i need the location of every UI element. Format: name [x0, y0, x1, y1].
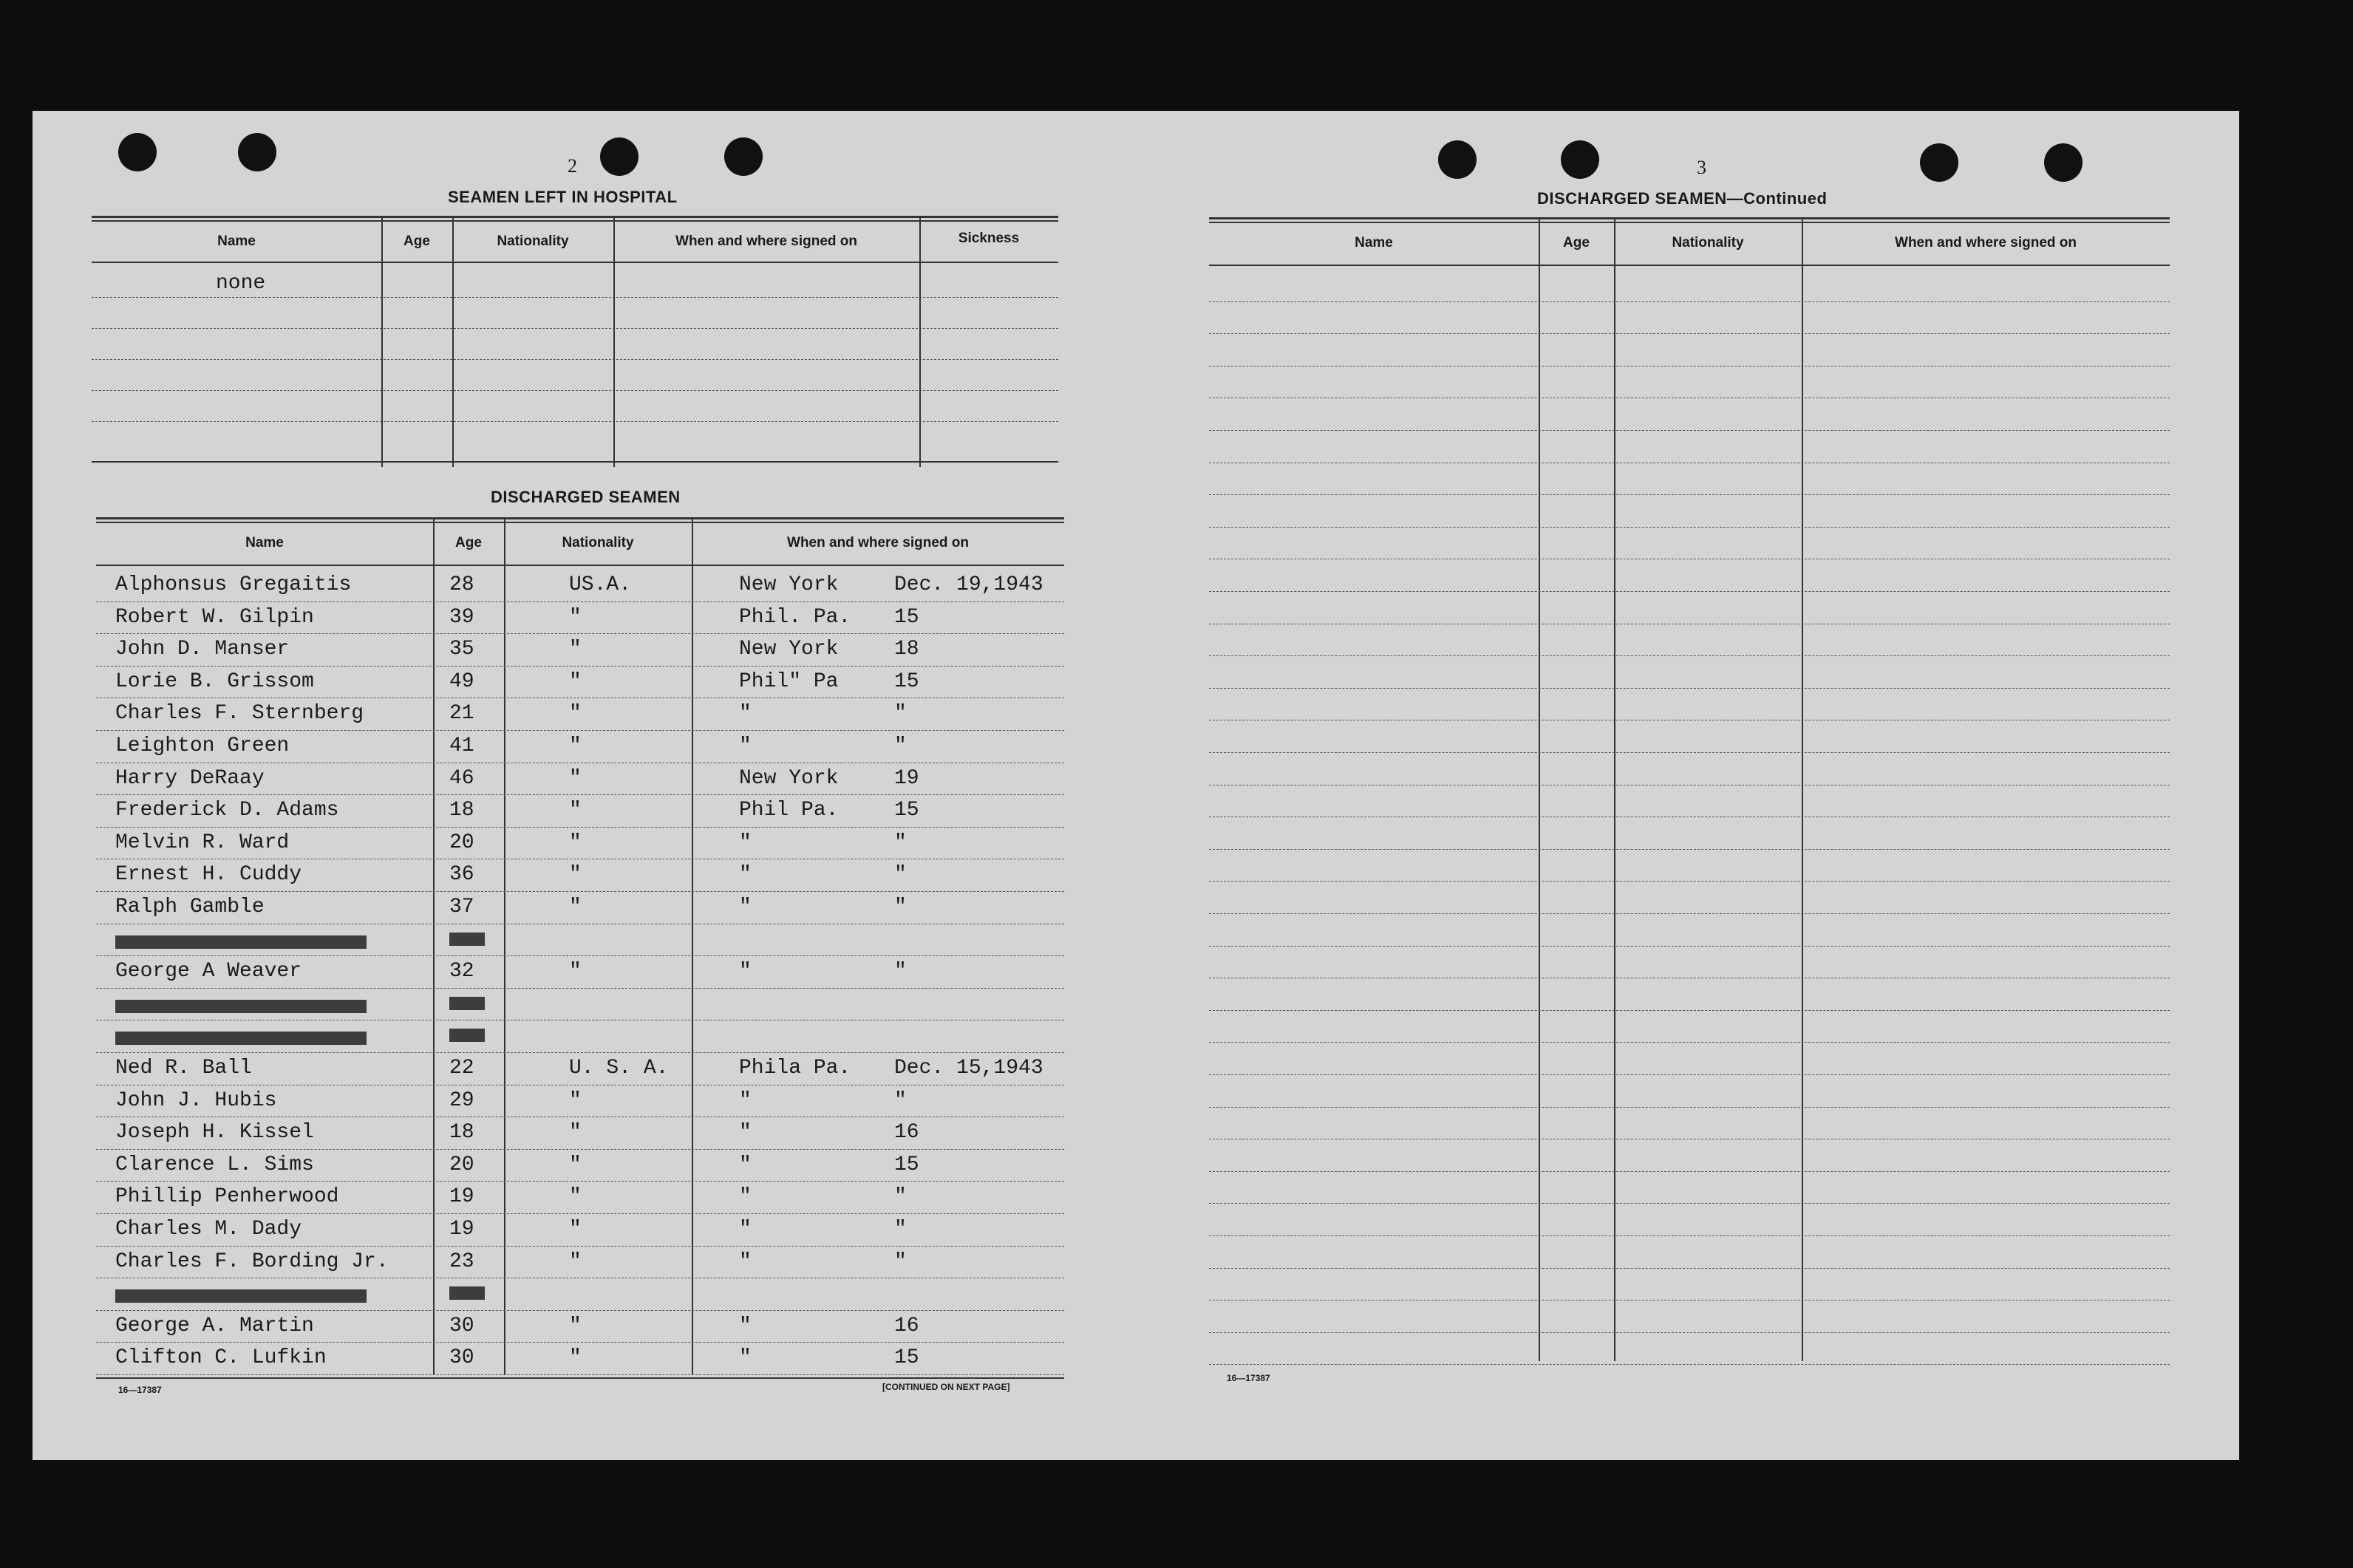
table-cell-where: ": [739, 1314, 752, 1337]
hospital-table: [92, 216, 1058, 467]
page-number: 3: [1697, 157, 1706, 178]
table-cell-where: Phil. Pa.: [739, 605, 851, 629]
table-cell-name: John J. Hubis: [115, 1088, 277, 1112]
table-cell-name: Ralph Gamble: [115, 896, 265, 918]
hospital-col-nationality: Nationality: [497, 234, 569, 249]
table-cell-nationality: ": [569, 831, 582, 854]
table-cell-name: Leighton Green: [115, 734, 290, 757]
table-cell-nationality: ": [569, 1218, 582, 1241]
table-cell-nationality: ": [569, 669, 582, 693]
struck-age: [449, 933, 485, 946]
table-cell-age: 36: [449, 863, 474, 887]
table-cell-where: New York: [739, 766, 839, 790]
table-cell-name: Joseph H. Kissel: [115, 1121, 314, 1145]
binder-hole: [118, 133, 157, 171]
continued-col-nationality: Nationality: [1672, 235, 1744, 250]
table-cell-age: 21: [449, 702, 474, 726]
table-cell-when: 15: [894, 669, 919, 693]
table-cell-when: ": [894, 831, 907, 854]
table-cell-age: 22: [449, 1057, 474, 1080]
table-cell-where: Phil" Pa: [739, 669, 839, 693]
table-cell-name: Charles M. Dady: [115, 1218, 302, 1241]
table-cell-nationality: ": [569, 605, 582, 629]
hospital-row-name: none: [216, 272, 266, 295]
table-cell-where: ": [739, 831, 752, 854]
table-cell-nationality: ": [569, 1088, 582, 1112]
form-number: 16—17387: [118, 1385, 162, 1395]
table-cell-where: ": [739, 1250, 752, 1273]
form-number: 16—17387: [1227, 1373, 1270, 1383]
table-cell-when: ": [894, 863, 907, 887]
table-cell-when: ": [894, 1088, 907, 1112]
binder-hole: [1438, 140, 1477, 179]
table-cell-nationality: ": [569, 863, 582, 887]
struck-entry: [115, 935, 367, 949]
table-cell-name: Clarence L. Sims: [115, 1153, 314, 1176]
table-cell-age: 18: [449, 799, 474, 822]
table-cell-when: ": [894, 1185, 907, 1209]
table-cell-nationality: ": [569, 960, 582, 984]
table-cell-name: Harry DeRaay: [115, 766, 265, 790]
table-cell-nationality: ": [569, 766, 582, 790]
discharged-continued-table: [1209, 217, 2170, 1361]
table-cell-where: ": [739, 1088, 752, 1112]
binder-hole: [1561, 140, 1599, 179]
table-cell-when: 15: [894, 799, 919, 822]
binder-hole: [2044, 143, 2083, 182]
table-cell-when: 16: [894, 1121, 919, 1145]
struck-entry: [115, 1000, 367, 1013]
table-cell-where: ": [739, 1153, 752, 1176]
table-cell-age: 39: [449, 605, 474, 629]
table-cell-name: Charles F. Sternberg: [115, 702, 364, 726]
table-cell-age: 20: [449, 1153, 474, 1176]
table-cell-name: Robert W. Gilpin: [115, 605, 314, 629]
table-cell-when: 18: [894, 638, 919, 661]
discharged-col-signed-on: When and where signed on: [787, 535, 969, 550]
table-cell-where: New York: [739, 638, 839, 661]
table-cell-name: Alphonsus Gregaitis: [115, 573, 352, 596]
table-cell-nationality: ": [569, 1185, 582, 1209]
table-cell-nationality: ": [569, 638, 582, 661]
table-cell-age: 19: [449, 1185, 474, 1209]
table-cell-when: Dec. 19,1943: [894, 573, 1043, 596]
discharged-col-nationality: Nationality: [562, 535, 634, 550]
hospital-col-age: Age: [403, 234, 430, 249]
table-cell-when: ": [894, 960, 907, 984]
continued-col-name: Name: [1355, 235, 1393, 250]
binder-hole: [1920, 143, 1958, 182]
table-cell-where: ": [739, 1185, 752, 1209]
table-cell-where: ": [739, 896, 752, 918]
table-cell-when: 19: [894, 766, 919, 790]
table-cell-name: Frederick D. Adams: [115, 799, 339, 822]
table-cell-where: ": [739, 1121, 752, 1145]
struck-entry: [115, 1032, 367, 1045]
table-cell-nationality: ": [569, 799, 582, 822]
table-cell-nationality: ": [569, 1121, 582, 1145]
table-cell-where: Phila Pa.: [739, 1057, 851, 1080]
table-cell-name: George A Weaver: [115, 960, 302, 984]
table-cell-name: Melvin R. Ward: [115, 831, 290, 854]
hospital-col-sickness: Sickness: [958, 231, 1020, 246]
page-number: 2: [568, 155, 577, 177]
continued-col-signed-on: When and where signed on: [1895, 235, 2077, 250]
struck-age: [449, 1029, 485, 1042]
table-cell-nationality: U. S. A.: [569, 1057, 669, 1080]
struck-entry: [115, 1289, 367, 1303]
table-cell-age: 30: [449, 1346, 474, 1370]
struck-age: [449, 997, 485, 1010]
table-cell-where: Phil Pa.: [739, 799, 839, 822]
table-cell-where: ": [739, 1346, 752, 1370]
table-cell-nationality: ": [569, 734, 582, 757]
table-cell-age: 37: [449, 896, 474, 918]
table-cell-age: 23: [449, 1250, 474, 1273]
table-cell-age: 46: [449, 766, 474, 790]
table-cell-age: 18: [449, 1121, 474, 1145]
table-cell-age: 30: [449, 1314, 474, 1337]
table-cell-nationality: ": [569, 1314, 582, 1337]
table-cell-age: 20: [449, 831, 474, 854]
table-cell-nationality: ": [569, 1250, 582, 1273]
binder-hole: [238, 133, 276, 171]
table-cell-when: ": [894, 702, 907, 726]
table-cell-age: 32: [449, 960, 474, 984]
table-cell-age: 35: [449, 638, 474, 661]
table-cell-age: 28: [449, 573, 474, 596]
table-cell-where: ": [739, 702, 752, 726]
table-cell-name: Ned R. Ball: [115, 1057, 252, 1080]
table-cell-when: Dec. 15,1943: [894, 1057, 1043, 1080]
hospital-title: SEAMEN LEFT IN HOSPITAL: [448, 188, 678, 206]
table-cell-age: 19: [449, 1218, 474, 1241]
table-cell-age: 41: [449, 734, 474, 757]
continued-col-age: Age: [1563, 235, 1590, 250]
table-cell-where: New York: [739, 573, 839, 596]
table-cell-nationality: ": [569, 896, 582, 918]
discharged-col-age: Age: [455, 535, 482, 550]
continued-note: [CONTINUED ON NEXT PAGE]: [882, 1382, 1010, 1392]
discharged-col-name: Name: [245, 535, 284, 550]
discharged-table: [96, 517, 1064, 1374]
binder-hole: [724, 137, 763, 176]
discharged-continued-title: DISCHARGED SEAMEN—Continued: [1537, 189, 1828, 208]
table-cell-where: ": [739, 1218, 752, 1241]
table-cell-name: Ernest H. Cuddy: [115, 863, 302, 887]
table-cell-when: ": [894, 1218, 907, 1241]
table-cell-name: Lorie B. Grissom: [115, 669, 314, 693]
table-cell-age: 49: [449, 669, 474, 693]
table-cell-when: 15: [894, 605, 919, 629]
table-cell-nationality: US.A.: [569, 573, 632, 596]
table-cell-name: Clifton C. Lufkin: [115, 1346, 327, 1370]
table-cell-age: 29: [449, 1088, 474, 1112]
binder-hole: [600, 137, 639, 176]
table-cell-where: ": [739, 960, 752, 984]
table-cell-where: ": [739, 863, 752, 887]
table-cell-nationality: ": [569, 702, 582, 726]
table-cell-when: 15: [894, 1346, 919, 1370]
table-cell-name: Phillip Penherwood: [115, 1185, 339, 1209]
table-cell-when: 15: [894, 1153, 919, 1176]
table-cell-when: ": [894, 896, 907, 918]
hospital-col-name: Name: [217, 234, 256, 249]
table-cell-nationality: ": [569, 1346, 582, 1370]
struck-age: [449, 1286, 485, 1300]
table-cell-when: ": [894, 1250, 907, 1273]
table-cell-name: Charles F. Bording Jr.: [115, 1250, 389, 1273]
table-cell-when: 16: [894, 1314, 919, 1337]
discharged-title: DISCHARGED SEAMEN: [491, 488, 681, 506]
table-cell-name: John D. Manser: [115, 638, 290, 661]
table-cell-where: ": [739, 734, 752, 757]
table-cell-when: ": [894, 734, 907, 757]
table-cell-nationality: ": [569, 1153, 582, 1176]
hospital-col-signed-on: When and where signed on: [675, 234, 857, 249]
table-cell-name: George A. Martin: [115, 1314, 314, 1337]
